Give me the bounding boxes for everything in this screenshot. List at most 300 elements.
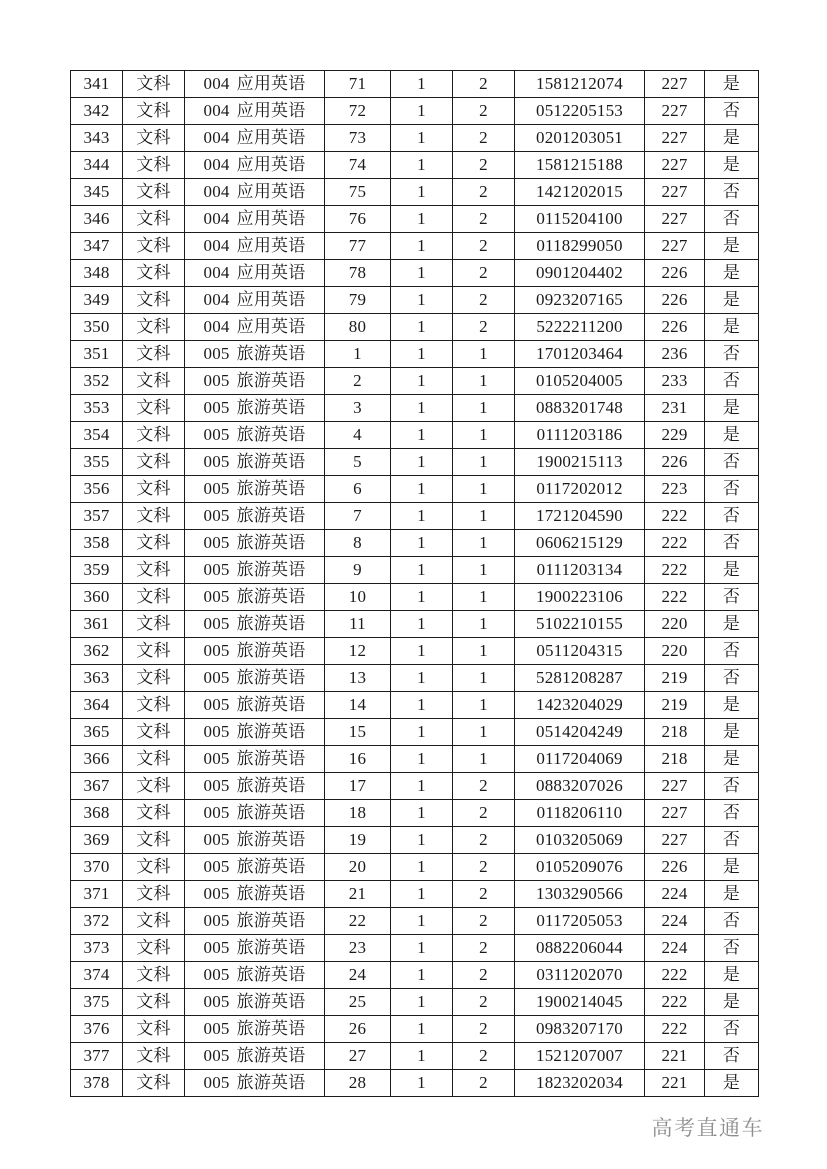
cell-column-five: 1 — [391, 503, 453, 530]
cell-total-score: 231 — [645, 395, 705, 422]
cell-exam-track: 文科 — [123, 1016, 185, 1043]
cell-total-score: 221 — [645, 1043, 705, 1070]
cell-total-score: 227 — [645, 179, 705, 206]
cell-major — [185, 584, 325, 611]
major-name: 旅游英语 — [236, 344, 306, 363]
cell-sequence-number: 373 — [71, 935, 123, 962]
cell-candidate-id: 1721204590 — [515, 503, 645, 530]
cell-column-five: 1 — [391, 719, 453, 746]
cell-candidate-id: 0514204249 — [515, 719, 645, 746]
cell-sequence-number: 359 — [71, 557, 123, 584]
cell-admitted-flag: 否 — [705, 206, 759, 233]
cell-column-six: 1 — [453, 719, 515, 746]
cell-total-score: 222 — [645, 1016, 705, 1043]
table-row — [71, 98, 759, 125]
table-row — [71, 1070, 759, 1097]
major-name: 旅游英语 — [236, 695, 306, 714]
cell-exam-track: 文科 — [123, 557, 185, 584]
cell-total-score: 227 — [645, 152, 705, 179]
major-code: 005 — [203, 1019, 230, 1038]
cell-candidate-id: 1900215113 — [515, 449, 645, 476]
major-name: 旅游英语 — [236, 830, 306, 849]
cell-admitted-flag: 是 — [705, 287, 759, 314]
cell-candidate-id: 0111203134 — [515, 557, 645, 584]
cell-major — [185, 206, 325, 233]
major-code: 005 — [203, 830, 230, 849]
cell-total-score: 226 — [645, 287, 705, 314]
table-row — [71, 287, 759, 314]
cell-column-five: 1 — [391, 584, 453, 611]
major-code: 005 — [203, 641, 230, 660]
cell-major-rank: 9 — [325, 557, 391, 584]
cell-total-score: 222 — [645, 503, 705, 530]
cell-major — [185, 179, 325, 206]
cell-exam-track: 文科 — [123, 287, 185, 314]
cell-major — [185, 638, 325, 665]
major-code: 004 — [203, 182, 230, 201]
cell-admitted-flag: 否 — [705, 1016, 759, 1043]
cell-column-six: 2 — [453, 179, 515, 206]
cell-major-rank: 24 — [325, 962, 391, 989]
cell-major — [185, 989, 325, 1016]
cell-column-five: 1 — [391, 152, 453, 179]
table-row — [71, 233, 759, 260]
cell-admitted-flag: 否 — [705, 1043, 759, 1070]
cell-total-score: 219 — [645, 692, 705, 719]
cell-major-rank: 11 — [325, 611, 391, 638]
cell-exam-track: 文科 — [123, 179, 185, 206]
cell-total-score: 222 — [645, 557, 705, 584]
cell-column-five: 1 — [391, 476, 453, 503]
cell-exam-track: 文科 — [123, 395, 185, 422]
cell-column-five: 1 — [391, 1016, 453, 1043]
cell-candidate-id: 0511204315 — [515, 638, 645, 665]
cell-major — [185, 503, 325, 530]
cell-candidate-id: 1900223106 — [515, 584, 645, 611]
cell-sequence-number: 345 — [71, 179, 123, 206]
cell-admitted-flag: 否 — [705, 800, 759, 827]
cell-sequence-number: 375 — [71, 989, 123, 1016]
cell-total-score: 220 — [645, 611, 705, 638]
table-row — [71, 1016, 759, 1043]
cell-major-rank: 73 — [325, 125, 391, 152]
cell-column-six: 1 — [453, 422, 515, 449]
cell-candidate-id: 5281208287 — [515, 665, 645, 692]
table-row — [71, 827, 759, 854]
table-row — [71, 368, 759, 395]
cell-sequence-number: 367 — [71, 773, 123, 800]
major-code: 004 — [203, 74, 230, 93]
table-row — [71, 611, 759, 638]
cell-major-rank: 19 — [325, 827, 391, 854]
major-code: 005 — [203, 695, 230, 714]
cell-major-rank: 12 — [325, 638, 391, 665]
cell-major-rank: 13 — [325, 665, 391, 692]
major-code: 005 — [203, 884, 230, 903]
cell-candidate-id: 0923207165 — [515, 287, 645, 314]
cell-column-six: 2 — [453, 260, 515, 287]
cell-candidate-id: 0117204069 — [515, 746, 645, 773]
cell-major — [185, 287, 325, 314]
cell-admitted-flag: 否 — [705, 935, 759, 962]
major-code: 004 — [203, 128, 230, 147]
cell-sequence-number: 357 — [71, 503, 123, 530]
cell-major-rank: 14 — [325, 692, 391, 719]
cell-admitted-flag: 是 — [705, 989, 759, 1016]
major-code: 005 — [203, 965, 230, 984]
cell-total-score: 236 — [645, 341, 705, 368]
cell-sequence-number: 369 — [71, 827, 123, 854]
table-row — [71, 719, 759, 746]
cell-candidate-id: 0111203186 — [515, 422, 645, 449]
major-name: 旅游英语 — [236, 506, 306, 525]
cell-column-six: 2 — [453, 1016, 515, 1043]
major-code: 005 — [203, 398, 230, 417]
major-name: 旅游英语 — [236, 668, 306, 687]
cell-sequence-number: 372 — [71, 908, 123, 935]
cell-sequence-number: 374 — [71, 962, 123, 989]
cell-candidate-id: 0117202012 — [515, 476, 645, 503]
cell-admitted-flag: 否 — [705, 665, 759, 692]
cell-admitted-flag: 是 — [705, 71, 759, 98]
cell-sequence-number: 376 — [71, 1016, 123, 1043]
cell-column-five: 1 — [391, 827, 453, 854]
cell-candidate-id: 0983207170 — [515, 1016, 645, 1043]
major-name: 旅游英语 — [236, 587, 306, 606]
cell-column-six: 2 — [453, 98, 515, 125]
cell-exam-track: 文科 — [123, 773, 185, 800]
cell-candidate-id: 0103205069 — [515, 827, 645, 854]
cell-total-score: 220 — [645, 638, 705, 665]
cell-major — [185, 368, 325, 395]
table-row — [71, 1043, 759, 1070]
major-code: 005 — [203, 1073, 230, 1092]
cell-candidate-id: 0606215129 — [515, 530, 645, 557]
major-name: 旅游英语 — [236, 938, 306, 957]
major-name: 旅游英语 — [236, 533, 306, 552]
cell-column-five: 1 — [391, 746, 453, 773]
cell-total-score: 224 — [645, 881, 705, 908]
cell-major — [185, 260, 325, 287]
table-row — [71, 71, 759, 98]
cell-major-rank: 80 — [325, 314, 391, 341]
table-row — [71, 800, 759, 827]
cell-admitted-flag: 否 — [705, 449, 759, 476]
cell-column-five: 1 — [391, 881, 453, 908]
cell-exam-track: 文科 — [123, 206, 185, 233]
cell-candidate-id: 1581215188 — [515, 152, 645, 179]
major-name: 旅游英语 — [236, 479, 306, 498]
cell-major-rank: 15 — [325, 719, 391, 746]
cell-column-five: 1 — [391, 125, 453, 152]
cell-admitted-flag: 是 — [705, 854, 759, 881]
cell-column-five: 1 — [391, 233, 453, 260]
cell-column-six: 2 — [453, 773, 515, 800]
cell-total-score: 222 — [645, 989, 705, 1016]
cell-sequence-number: 371 — [71, 881, 123, 908]
cell-admitted-flag: 是 — [705, 125, 759, 152]
watermark-text: 高考直通车 — [651, 1117, 764, 1140]
cell-candidate-id: 0201203051 — [515, 125, 645, 152]
cell-admitted-flag: 是 — [705, 314, 759, 341]
cell-column-five: 1 — [391, 314, 453, 341]
major-name: 应用英语 — [236, 155, 306, 174]
cell-exam-track: 文科 — [123, 692, 185, 719]
cell-exam-track: 文科 — [123, 368, 185, 395]
cell-sequence-number: 362 — [71, 638, 123, 665]
cell-major-rank: 7 — [325, 503, 391, 530]
cell-major — [185, 854, 325, 881]
cell-major — [185, 314, 325, 341]
cell-exam-track: 文科 — [123, 152, 185, 179]
cell-column-five: 1 — [391, 557, 453, 584]
major-name: 旅游英语 — [236, 560, 306, 579]
major-name: 旅游英语 — [236, 776, 306, 795]
major-name: 旅游英语 — [236, 1073, 306, 1092]
cell-major — [185, 125, 325, 152]
cell-exam-track: 文科 — [123, 989, 185, 1016]
cell-column-five: 1 — [391, 287, 453, 314]
major-code: 005 — [203, 938, 230, 957]
cell-candidate-id: 0118206110 — [515, 800, 645, 827]
cell-candidate-id: 1900214045 — [515, 989, 645, 1016]
cell-admitted-flag: 否 — [705, 638, 759, 665]
cell-column-six: 1 — [453, 449, 515, 476]
cell-candidate-id: 1823202034 — [515, 1070, 645, 1097]
major-name: 旅游英语 — [236, 803, 306, 822]
table-row — [71, 692, 759, 719]
cell-column-six: 1 — [453, 530, 515, 557]
cell-major — [185, 557, 325, 584]
major-code: 005 — [203, 479, 230, 498]
major-code: 005 — [203, 803, 230, 822]
major-code: 005 — [203, 992, 230, 1011]
cell-major — [185, 341, 325, 368]
cell-major — [185, 719, 325, 746]
cell-major-rank: 20 — [325, 854, 391, 881]
cell-exam-track: 文科 — [123, 908, 185, 935]
cell-column-five: 1 — [391, 665, 453, 692]
cell-total-score: 227 — [645, 71, 705, 98]
cell-major — [185, 476, 325, 503]
cell-admitted-flag: 否 — [705, 368, 759, 395]
cell-major-rank: 72 — [325, 98, 391, 125]
admission-table-container — [70, 70, 758, 1097]
cell-column-six: 1 — [453, 611, 515, 638]
major-name: 旅游英语 — [236, 371, 306, 390]
major-code: 005 — [203, 911, 230, 930]
cell-column-six: 1 — [453, 476, 515, 503]
table-row — [71, 584, 759, 611]
cell-admitted-flag: 是 — [705, 152, 759, 179]
cell-major — [185, 422, 325, 449]
cell-column-six: 2 — [453, 908, 515, 935]
major-code: 004 — [203, 236, 230, 255]
cell-exam-track: 文科 — [123, 530, 185, 557]
major-name: 旅游英语 — [236, 614, 306, 633]
cell-sequence-number: 363 — [71, 665, 123, 692]
cell-column-six: 2 — [453, 314, 515, 341]
cell-major-rank: 22 — [325, 908, 391, 935]
cell-column-five: 1 — [391, 368, 453, 395]
cell-admitted-flag: 否 — [705, 827, 759, 854]
cell-major-rank: 2 — [325, 368, 391, 395]
cell-total-score: 233 — [645, 368, 705, 395]
major-code: 005 — [203, 452, 230, 471]
cell-total-score: 222 — [645, 584, 705, 611]
major-name: 旅游英语 — [236, 641, 306, 660]
cell-sequence-number: 355 — [71, 449, 123, 476]
major-name: 应用英语 — [236, 209, 306, 228]
major-code: 005 — [203, 614, 230, 633]
cell-candidate-id: 5222211200 — [515, 314, 645, 341]
cell-major-rank: 10 — [325, 584, 391, 611]
cell-total-score: 218 — [645, 746, 705, 773]
cell-major-rank: 21 — [325, 881, 391, 908]
cell-column-five: 1 — [391, 962, 453, 989]
cell-major-rank: 79 — [325, 287, 391, 314]
cell-admitted-flag: 否 — [705, 503, 759, 530]
cell-admitted-flag: 是 — [705, 557, 759, 584]
cell-column-six: 2 — [453, 287, 515, 314]
cell-exam-track: 文科 — [123, 476, 185, 503]
cell-sequence-number: 361 — [71, 611, 123, 638]
cell-major — [185, 1070, 325, 1097]
cell-major-rank: 17 — [325, 773, 391, 800]
cell-column-five: 1 — [391, 206, 453, 233]
cell-sequence-number: 368 — [71, 800, 123, 827]
table-row — [71, 179, 759, 206]
cell-exam-track: 文科 — [123, 719, 185, 746]
cell-major — [185, 773, 325, 800]
major-name: 应用英语 — [236, 101, 306, 120]
cell-major-rank: 3 — [325, 395, 391, 422]
cell-total-score: 226 — [645, 314, 705, 341]
cell-candidate-id: 0512205153 — [515, 98, 645, 125]
cell-exam-track: 文科 — [123, 827, 185, 854]
cell-major — [185, 1016, 325, 1043]
cell-major — [185, 233, 325, 260]
cell-sequence-number: 344 — [71, 152, 123, 179]
cell-exam-track: 文科 — [123, 962, 185, 989]
cell-candidate-id: 0883201748 — [515, 395, 645, 422]
major-code: 005 — [203, 587, 230, 606]
major-name: 应用英语 — [236, 128, 306, 147]
cell-candidate-id: 1701203464 — [515, 341, 645, 368]
cell-major — [185, 827, 325, 854]
cell-exam-track: 文科 — [123, 98, 185, 125]
table-row — [71, 125, 759, 152]
cell-sequence-number: 378 — [71, 1070, 123, 1097]
major-code: 004 — [203, 155, 230, 174]
cell-column-six: 2 — [453, 71, 515, 98]
cell-major-rank: 74 — [325, 152, 391, 179]
cell-total-score: 227 — [645, 98, 705, 125]
cell-sequence-number: 351 — [71, 341, 123, 368]
cell-sequence-number: 350 — [71, 314, 123, 341]
major-name: 旅游英语 — [236, 857, 306, 876]
major-code: 004 — [203, 263, 230, 282]
cell-exam-track: 文科 — [123, 449, 185, 476]
cell-column-six: 1 — [453, 638, 515, 665]
cell-column-five: 1 — [391, 449, 453, 476]
cell-total-score: 219 — [645, 665, 705, 692]
cell-candidate-id: 0118299050 — [515, 233, 645, 260]
cell-admitted-flag: 是 — [705, 719, 759, 746]
cell-column-six: 2 — [453, 1043, 515, 1070]
major-name: 旅游英语 — [236, 749, 306, 768]
major-code: 005 — [203, 425, 230, 444]
cell-total-score: 224 — [645, 935, 705, 962]
table-row — [71, 314, 759, 341]
cell-candidate-id: 1581212074 — [515, 71, 645, 98]
cell-admitted-flag: 是 — [705, 260, 759, 287]
major-name: 应用英语 — [236, 263, 306, 282]
cell-admitted-flag: 是 — [705, 611, 759, 638]
cell-major — [185, 449, 325, 476]
cell-sequence-number: 341 — [71, 71, 123, 98]
cell-sequence-number: 352 — [71, 368, 123, 395]
table-row — [71, 881, 759, 908]
table-row — [71, 503, 759, 530]
major-code: 004 — [203, 101, 230, 120]
table-row — [71, 341, 759, 368]
cell-sequence-number: 360 — [71, 584, 123, 611]
cell-exam-track: 文科 — [123, 71, 185, 98]
cell-column-six: 1 — [453, 665, 515, 692]
cell-major-rank: 16 — [325, 746, 391, 773]
cell-admitted-flag: 是 — [705, 233, 759, 260]
major-name: 旅游英语 — [236, 1046, 306, 1065]
cell-column-six: 2 — [453, 206, 515, 233]
major-code: 005 — [203, 776, 230, 795]
major-name: 应用英语 — [236, 182, 306, 201]
cell-total-score: 222 — [645, 962, 705, 989]
cell-candidate-id: 0883207026 — [515, 773, 645, 800]
cell-major — [185, 692, 325, 719]
cell-column-six: 2 — [453, 827, 515, 854]
cell-major — [185, 908, 325, 935]
cell-total-score: 227 — [645, 125, 705, 152]
cell-candidate-id: 0105204005 — [515, 368, 645, 395]
cell-major-rank: 28 — [325, 1070, 391, 1097]
cell-major — [185, 530, 325, 557]
cell-column-six: 1 — [453, 341, 515, 368]
cell-column-five: 1 — [391, 422, 453, 449]
major-name: 旅游英语 — [236, 992, 306, 1011]
major-name: 应用英语 — [236, 290, 306, 309]
cell-sequence-number: 356 — [71, 476, 123, 503]
cell-exam-track: 文科 — [123, 260, 185, 287]
major-name: 旅游英语 — [236, 425, 306, 444]
cell-major-rank: 76 — [325, 206, 391, 233]
cell-column-six: 2 — [453, 881, 515, 908]
cell-major — [185, 611, 325, 638]
cell-major-rank: 71 — [325, 71, 391, 98]
major-name: 旅游英语 — [236, 1019, 306, 1038]
cell-candidate-id: 1521207007 — [515, 1043, 645, 1070]
cell-major — [185, 665, 325, 692]
major-code: 004 — [203, 290, 230, 309]
cell-sequence-number: 349 — [71, 287, 123, 314]
cell-major — [185, 152, 325, 179]
cell-column-five: 1 — [391, 98, 453, 125]
cell-column-five: 1 — [391, 989, 453, 1016]
cell-admitted-flag: 否 — [705, 476, 759, 503]
cell-major-rank: 18 — [325, 800, 391, 827]
cell-column-six: 2 — [453, 125, 515, 152]
major-code: 005 — [203, 857, 230, 876]
